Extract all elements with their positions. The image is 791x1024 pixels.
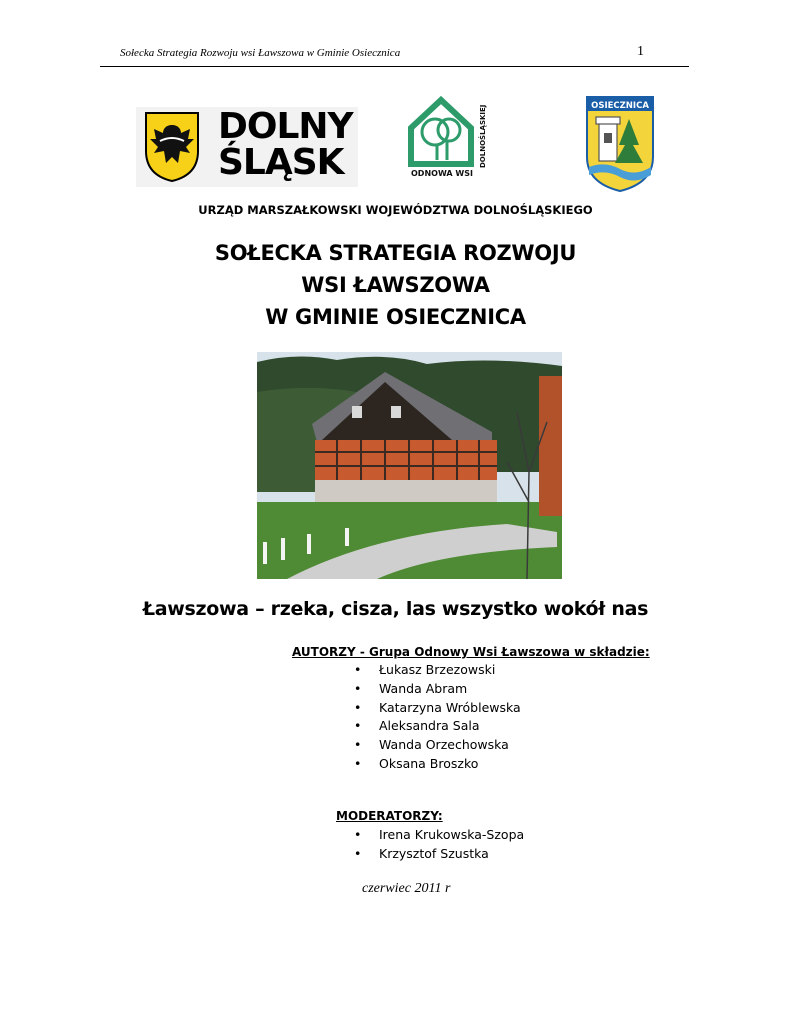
bullet: • [354,755,362,771]
document-title [0,237,791,333]
page-header [100,44,689,67]
bullet: • [354,662,362,677]
odnowa-wsi-logo [405,94,491,184]
osiecznica-coat-of-arms [585,95,655,193]
author-name: Katarzyna Wróblewska [379,699,521,715]
list-item [352,755,521,774]
list-item [352,736,521,755]
author-name: Aleksandra Sala [379,718,480,734]
motto: Ławszowa – rzeka, cisza, las wszystko wokół nas [142,598,649,620]
document-date: czerwiec 2011 r [362,881,451,896]
logo-text-dolnoslaskiej: DOLNOŚLĄSKIEJ [479,104,487,168]
page-number: 1 [637,44,644,59]
bullet: • [354,737,362,753]
list-item [352,717,521,736]
authors-heading: AUTORZY - Grupa Odnowy Wsi Ławszowa w składzie: [292,645,650,659]
list-item [352,661,521,680]
dolny-slask-logo [136,107,358,187]
moderators-heading: MODERATORZY: [336,809,443,823]
moderator-name: Krzysztof Szustka [379,845,489,861]
authors-list [352,661,521,774]
village-house-photo [257,352,562,579]
logo-text-odnowa: ODNOWA WSI [411,169,473,178]
bullet: • [354,827,362,842]
bullet: • [354,845,362,861]
bullet: • [354,699,362,715]
title-line: WSI ŁAWSZOWA [301,273,490,297]
moderators-list [352,826,524,864]
bullet: • [354,680,362,696]
list-item [352,699,521,718]
list-item [352,826,524,845]
office-name: URZĄD MARSZAŁKOWSKI WOJEWÓDZTWA DOLNOŚLĄSKIEGO [198,203,593,217]
header-title: Sołecka Strategia Rozwoju wsi Ławszowa w Gminie Osiecznica [120,47,401,59]
title-line: SOŁECKA STRATEGIA ROZWOJU [214,241,577,265]
title-line: W GMINIE OSIECZNICA [265,305,526,329]
bullet: • [354,718,362,734]
author-name: Wanda Orzechowska [379,737,509,753]
list-item [352,680,521,699]
author-name: Oksana Broszko [379,755,479,771]
author-name: Łukasz Brzezowski [379,662,496,677]
logo-text-slask: ŚLĄSK [218,142,344,183]
logo-text-osiecznica: OSIECZNICA [591,101,649,111]
moderator-name: Irena Krukowska-Szopa [379,827,525,842]
logo-text-dolny: DOLNY [218,106,353,147]
list-item [352,845,524,864]
author-name: Wanda Abram [379,680,468,696]
